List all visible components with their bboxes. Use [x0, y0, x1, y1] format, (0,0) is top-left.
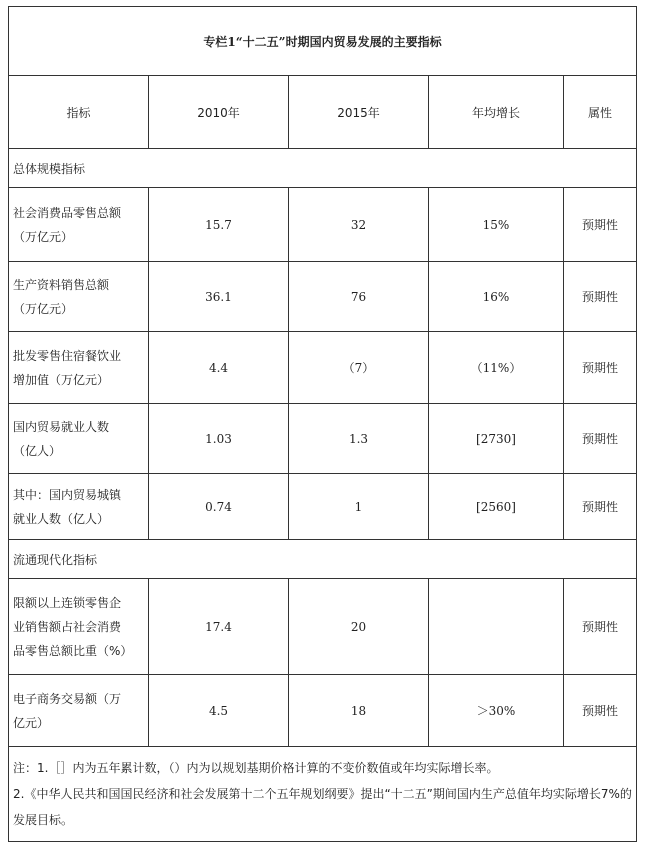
indicator-table-frame: [8, 6, 636, 844]
table-row: [9, 262, 637, 332]
cell-2010: 36.1: [149, 262, 289, 332]
row-name-line: （万亿元）: [13, 301, 74, 316]
row-name-line: 限额以上连锁零售企: [13, 595, 122, 610]
row-name: [9, 579, 149, 675]
table-row: [9, 332, 637, 404]
cell-2015: （7）: [289, 332, 429, 404]
cell-2010: 15.7: [149, 188, 289, 262]
row-name-line: 亿元）: [13, 715, 50, 730]
header-row: [9, 76, 637, 149]
cell-attribute: 预期性: [564, 404, 637, 474]
row-name-line: 国内贸易就业人数: [13, 419, 110, 434]
row-name-line: 其中：国内贸易城镇: [13, 487, 122, 502]
row-name-line: 品零售总额比重（%）: [13, 643, 133, 658]
cell-2015: 20: [289, 579, 429, 675]
section-label-scale: 总体规模指标: [9, 149, 637, 188]
cell-growth: [2560]: [429, 474, 564, 540]
section-label-modernization: 流通现代化指标: [9, 540, 637, 579]
header-attribute: 属性: [564, 76, 637, 149]
table-row: [9, 188, 637, 262]
cell-2015: 1.3: [289, 404, 429, 474]
header-2010: 2010年: [149, 76, 289, 149]
cell-attribute: 预期性: [564, 579, 637, 675]
table-row: [9, 579, 637, 675]
row-name: [9, 262, 149, 332]
row-name: [9, 332, 149, 404]
row-name: [9, 675, 149, 747]
cell-2015: 76: [289, 262, 429, 332]
table-row: [9, 474, 637, 540]
cell-attribute: 预期性: [564, 332, 637, 404]
row-name-line: （万亿元）: [13, 229, 74, 244]
table-row: [9, 675, 637, 747]
cell-growth: [2730]: [429, 404, 564, 474]
header-annual-growth: 年均增长: [429, 76, 564, 149]
cell-2010: 4.5: [149, 675, 289, 747]
cell-growth: 15%: [429, 188, 564, 262]
cell-2015: 32: [289, 188, 429, 262]
row-name: [9, 188, 149, 262]
row-name: [9, 474, 149, 540]
table-title: 专栏1“十二五”时期国内贸易发展的主要指标: [9, 7, 637, 76]
row-name-line: （亿人）: [13, 443, 62, 458]
section-row-modernization: [9, 540, 637, 579]
cell-2010: 17.4: [149, 579, 289, 675]
notes-row: [9, 747, 637, 842]
notes-cell: [9, 747, 637, 842]
row-name-line: 业销售额占社会消费: [13, 619, 122, 634]
section-row-scale: [9, 149, 637, 188]
cell-growth: ＞30%: [429, 675, 564, 747]
cell-2010: 1.03: [149, 404, 289, 474]
table-row: [9, 404, 637, 474]
row-name-line: 社会消费品零售总额: [13, 205, 122, 220]
row-name-line: 电子商务交易额（万: [13, 691, 122, 706]
cell-attribute: 预期性: [564, 188, 637, 262]
cell-growth: （11%）: [429, 332, 564, 404]
cell-2010: 0.74: [149, 474, 289, 540]
cell-growth: 16%: [429, 262, 564, 332]
row-name-line: 增加值（万亿元）: [13, 372, 110, 387]
header-2015: 2015年: [289, 76, 429, 149]
note-line-2: 2.《中华人民共和国国民经济和社会发展第十二个五年规划纲要》提出“十二五”期间国内生产总值年均实际增长7%的发展目标。: [13, 787, 632, 827]
cell-growth: [429, 579, 564, 675]
cell-2015: 1: [289, 474, 429, 540]
header-indicator: 指标: [9, 76, 149, 149]
note-line-1: 注：1.［］内为五年累计数，（）内为以规划基期价格计算的不变价数值或年均实际增长率。: [13, 761, 499, 775]
cell-attribute: 预期性: [564, 262, 637, 332]
indicator-table: [8, 6, 637, 842]
cell-2015: 18: [289, 675, 429, 747]
row-name-line: 批发零售住宿餐饮业: [13, 348, 122, 363]
row-name-line: 生产资料销售总额: [13, 277, 110, 292]
cell-attribute: 预期性: [564, 474, 637, 540]
row-name-line: 就业人数（亿人）: [13, 511, 110, 526]
cell-attribute: 预期性: [564, 675, 637, 747]
row-name: [9, 404, 149, 474]
cell-2010: 4.4: [149, 332, 289, 404]
